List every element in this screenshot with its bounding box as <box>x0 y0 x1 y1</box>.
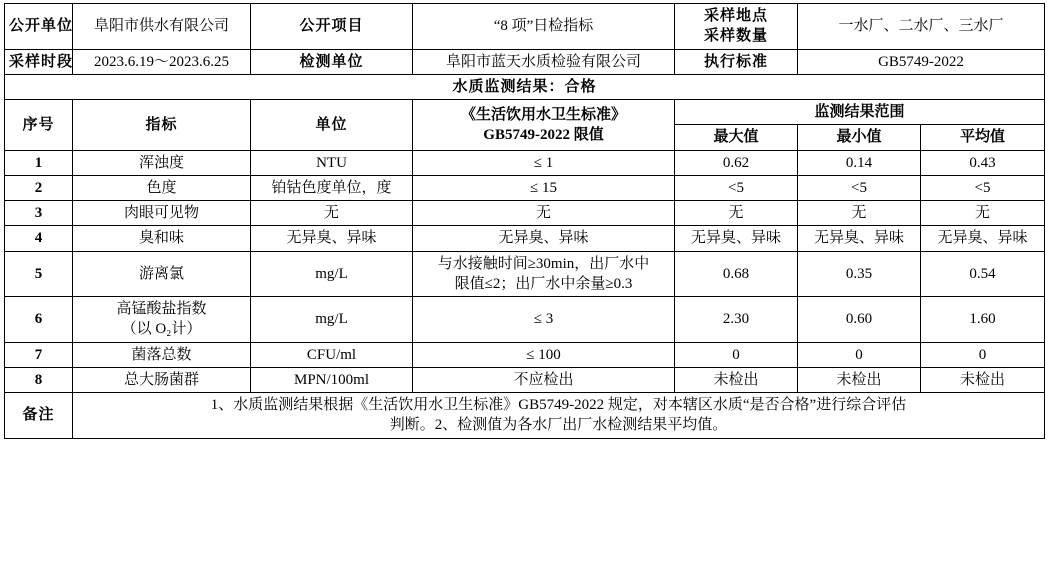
table-row <box>5 201 1045 226</box>
standard-label: 执行标准 <box>675 49 798 74</box>
unit-value: 阜阳市供水有限公司 <box>73 4 251 50</box>
row-indicator: 总大肠菌群 <box>73 367 251 392</box>
report-table <box>4 3 1045 439</box>
col-avg: 平均值 <box>921 125 1045 150</box>
col-range-group: 监测结果范围 <box>675 100 1045 125</box>
row-indicator-line2: （以 O₂计） <box>121 321 202 338</box>
row-limit: 无 <box>413 201 675 226</box>
period-label: 采样时段 <box>5 49 73 74</box>
col-unit: 单位 <box>251 100 413 151</box>
row-max: 2.30 <box>675 297 798 343</box>
row-indicator: 肉眼可见物 <box>73 201 251 226</box>
row-avg: 未检出 <box>921 367 1045 392</box>
row-index: 1 <box>5 150 73 175</box>
col-min: 最小值 <box>798 125 921 150</box>
col-index: 序号 <box>5 100 73 151</box>
col-indicator: 指标 <box>73 100 251 151</box>
sampling-site-label-line2: 采样数量 <box>703 28 768 45</box>
row-min: 无异臭、异味 <box>798 226 921 251</box>
row-limit <box>413 251 675 297</box>
remark-body <box>73 393 1045 439</box>
row-index: 3 <box>5 201 73 226</box>
table-row <box>5 342 1045 367</box>
row-avg: <5 <box>921 175 1045 200</box>
header-row-1 <box>5 4 1045 50</box>
row-avg: 0.54 <box>921 251 1045 297</box>
testing-unit-value: 阜阳市蓝天水质检验有限公司 <box>413 49 675 74</box>
sampling-site-value: 一水厂、二水厂、三水厂 <box>798 4 1045 50</box>
row-indicator: 色度 <box>73 175 251 200</box>
row-min: 无 <box>798 201 921 226</box>
row-limit: ≤ 15 <box>413 175 675 200</box>
sampling-site-label-line1: 采样地点 <box>703 8 768 24</box>
row-limit: ≤ 3 <box>413 297 675 343</box>
table-row <box>5 150 1045 175</box>
row-unit: mg/L <box>251 297 413 343</box>
table-row <box>5 367 1045 392</box>
row-limit: 不应检出 <box>413 367 675 392</box>
row-index: 2 <box>5 175 73 200</box>
period-value: 2023.6.19～2023.6.25 <box>73 49 251 74</box>
banner-row <box>5 74 1045 99</box>
row-unit: NTU <box>251 150 413 175</box>
remark-line1: 1、水质监测结果根据《生活饮用水卫生标准》GB5749-2022 规定，对本辖区水质“是否合格”进行综合评估 <box>210 397 907 413</box>
row-max: 0 <box>675 342 798 367</box>
project-value: “8 项”日检指标 <box>413 4 675 50</box>
row-avg: 0.43 <box>921 150 1045 175</box>
header-row-2 <box>5 49 1045 74</box>
row-limit-line1: 与水接触时间≥30min，出厂水中 <box>437 255 650 272</box>
row-unit: 铂钴色度单位，度 <box>251 175 413 200</box>
project-label: 公开项目 <box>251 4 413 50</box>
row-limit-line2: 限值≤2；出厂水中余量≥0.3 <box>454 275 633 292</box>
row-limit: ≤ 100 <box>413 342 675 367</box>
row-max: 0.68 <box>675 251 798 297</box>
sampling-site-label <box>675 4 798 50</box>
standard-value: GB5749-2022 <box>798 49 1045 74</box>
table-row <box>5 251 1045 297</box>
remark-row <box>5 393 1045 439</box>
col-max: 最大值 <box>675 125 798 150</box>
row-index: 7 <box>5 342 73 367</box>
col-limit <box>413 100 675 151</box>
row-index: 6 <box>5 297 73 343</box>
row-indicator: 臭和味 <box>73 226 251 251</box>
row-indicator: 菌落总数 <box>73 342 251 367</box>
row-index: 5 <box>5 251 73 297</box>
remark-label: 备注 <box>5 393 73 439</box>
row-index: 8 <box>5 367 73 392</box>
row-unit: 无异臭、异味 <box>251 226 413 251</box>
row-indicator: 浑浊度 <box>73 150 251 175</box>
row-avg: 0 <box>921 342 1045 367</box>
table-row <box>5 297 1045 343</box>
row-avg: 1.60 <box>921 297 1045 343</box>
row-indicator <box>73 297 251 343</box>
testing-unit-label: 检测单位 <box>251 49 413 74</box>
row-max: <5 <box>675 175 798 200</box>
row-unit: MPN/100ml <box>251 367 413 392</box>
row-min: 0.14 <box>798 150 921 175</box>
row-unit: mg/L <box>251 251 413 297</box>
table-row <box>5 226 1045 251</box>
row-unit: 无 <box>251 201 413 226</box>
row-index: 4 <box>5 226 73 251</box>
row-max: 无异臭、异味 <box>675 226 798 251</box>
table-row <box>5 175 1045 200</box>
row-avg: 无异臭、异味 <box>921 226 1045 251</box>
column-header-row-1 <box>5 100 1045 125</box>
row-min: 0 <box>798 342 921 367</box>
water-quality-report <box>4 3 1044 439</box>
row-unit: CFU/ml <box>251 342 413 367</box>
row-max: 无 <box>675 201 798 226</box>
col-limit-line2: GB5749-2022 限值 <box>483 126 604 143</box>
row-avg: 无 <box>921 201 1045 226</box>
row-min: 0.35 <box>798 251 921 297</box>
row-max: 未检出 <box>675 367 798 392</box>
remark-line2: 判断。2、检测值为各水厂出厂水检测结果平均值。 <box>389 417 728 434</box>
row-indicator: 游离氯 <box>73 251 251 297</box>
row-min: 0.60 <box>798 297 921 343</box>
unit-label: 公开单位 <box>5 4 73 50</box>
col-limit-line1: 《生活饮用水卫生标准》 <box>460 106 626 123</box>
row-min: <5 <box>798 175 921 200</box>
row-indicator-line1: 高锰酸盐指数 <box>116 301 207 317</box>
row-limit: ≤ 1 <box>413 150 675 175</box>
row-limit: 无异臭、异味 <box>413 226 675 251</box>
row-max: 0.62 <box>675 150 798 175</box>
result-banner: 水质监测结果：合格 <box>5 74 1045 99</box>
row-min: 未检出 <box>798 367 921 392</box>
